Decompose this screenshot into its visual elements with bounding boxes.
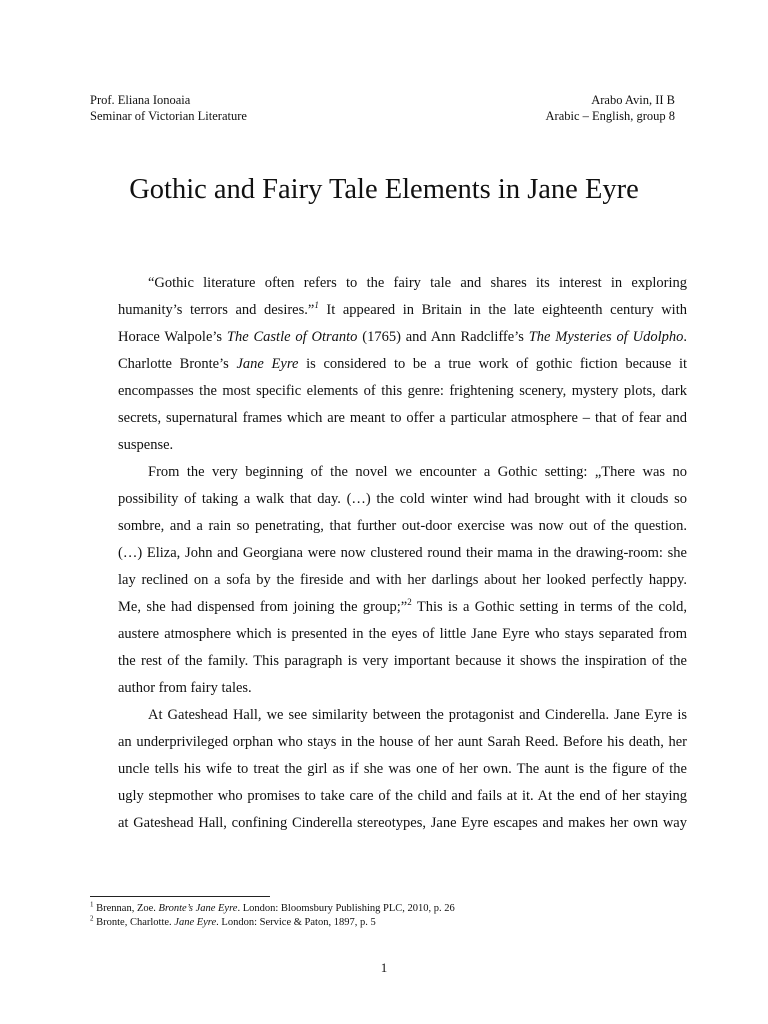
text-run: (1765) and Ann Radcliffe’s xyxy=(357,329,529,345)
page-number: 1 xyxy=(380,960,388,975)
text-line xyxy=(118,540,687,567)
student-name: Arabo Avin, II B xyxy=(591,93,675,107)
text-line xyxy=(118,513,687,540)
text-line xyxy=(118,432,687,459)
footnote xyxy=(90,916,455,930)
text-line xyxy=(118,702,687,729)
text-run: sombre, and a rain so penetrating, that further out-door exercise was now out of the question. xyxy=(118,518,687,534)
italic-title: Jane Eyre xyxy=(236,356,299,372)
text-line xyxy=(118,567,687,594)
student-group: Arabic – English, group 8 xyxy=(545,109,675,123)
text-run: austere atmosphere which is presented in the eyes of little Jane Eyre who stays separated from xyxy=(118,626,687,642)
footnote-reference: 1 xyxy=(314,300,319,311)
text-line xyxy=(118,405,687,432)
text-run: Charlotte Bronte’s xyxy=(118,356,237,372)
italic-title: Bronte’s Jane Eyre xyxy=(158,903,238,914)
text-run: Me, she had dispensed from joining the group;” xyxy=(118,599,408,615)
header-right xyxy=(546,92,676,124)
text-run: Bronte, Charlotte. xyxy=(93,917,175,928)
italic-title: The Castle of Otranto xyxy=(226,329,358,345)
text-line xyxy=(118,324,687,351)
footnote xyxy=(90,902,455,916)
text-run: It appeared in Britain in the late eighteenth century with xyxy=(318,302,687,318)
text-line xyxy=(118,297,687,324)
text-run: This is a Gothic setting in terms of the cold, xyxy=(411,599,687,615)
text-run: lay reclined on a sofa by the fireside and with her darlings about her looked perfectly happy. xyxy=(118,572,687,588)
italic-title: Jane Eyre xyxy=(174,917,217,928)
text-run: ugly stepmother who promises to take care of the child and fails at it. At the end of her staying xyxy=(118,788,687,804)
text-line xyxy=(118,459,687,486)
text-run: . London: Service & Paton, 1897, p. 5 xyxy=(216,917,376,928)
text-line xyxy=(118,675,687,702)
footnote-reference: 1 xyxy=(90,900,94,909)
paragraph xyxy=(118,270,687,459)
text-run: is considered to be a true work of gothic fiction because it xyxy=(298,356,687,372)
text-line xyxy=(118,648,687,675)
text-run: humanity’s terrors and desires.” xyxy=(118,302,315,318)
text-run: Brennan, Zoe. xyxy=(93,903,159,914)
text-line xyxy=(118,270,687,297)
document-title: Gothic and Fairy Tale Elements in Jane Eyre xyxy=(129,174,639,205)
footnote-separator xyxy=(90,896,270,897)
text-line xyxy=(118,756,687,783)
text-run: possibility of taking a walk that day. (…) the cold winter wind had brought with it clouds so xyxy=(118,491,687,507)
professor-name: Prof. Eliana Ionoaia xyxy=(90,93,191,107)
text-line xyxy=(118,486,687,513)
paragraph xyxy=(118,459,687,702)
text-run: encompasses the most specific elements of this genre: frightening scenery, mystery plots, dark xyxy=(118,383,687,399)
text-run: . xyxy=(683,329,687,345)
text-line xyxy=(118,729,687,756)
text-line xyxy=(118,594,687,621)
footnotes xyxy=(90,902,455,930)
text-run: Horace Walpole’s xyxy=(118,329,227,345)
seminar-name: Seminar of Victorian Literature xyxy=(90,109,247,123)
text-run: From the very beginning of the novel we encounter a Gothic setting: „There was no xyxy=(148,464,687,480)
text-line xyxy=(118,378,687,405)
text-run: At Gateshead Hall, we see similarity between the protagonist and Cinderella. Jane Eyre is xyxy=(148,707,687,723)
text-run: at Gateshead Hall, confining Cinderella stereotypes, Jane Eyre escapes and makes her own way xyxy=(118,815,687,831)
text-run: (…) Eliza, John and Georgiana were now clustered round their mama in the drawing-room: she xyxy=(118,545,687,561)
essay-body xyxy=(118,270,687,837)
text-run: secrets, supernatural frames which are meant to offer a particular atmosphere – that of fear and xyxy=(118,410,687,426)
text-run: . London: Bloomsbury Publishing PLC, 2010, p. 26 xyxy=(237,903,455,914)
text-line xyxy=(118,783,687,810)
text-run: the rest of the family. This paragraph is very important because it shows the inspiration of the xyxy=(118,653,687,669)
text-line xyxy=(118,621,687,648)
header-left xyxy=(90,92,247,124)
italic-title: The Mysteries of Udolpho xyxy=(528,329,684,345)
text-line xyxy=(118,810,687,837)
text-run: an underprivileged orphan who stays in the house of her aunt Sarah Reed. Before his death, her xyxy=(118,734,687,750)
text-run: author from fairy tales. xyxy=(118,680,252,696)
text-line xyxy=(118,351,687,378)
footnote-reference: 2 xyxy=(90,914,94,923)
text-run: suspense. xyxy=(118,437,174,453)
footnote-reference: 2 xyxy=(407,597,412,608)
paragraph xyxy=(118,702,687,837)
text-run: “Gothic literature often refers to the fairy tale and shares its interest in exploring xyxy=(148,275,687,291)
text-run: uncle tells his wife to treat the girl as if she was one of her own. The aunt is the figure of the xyxy=(118,761,687,777)
